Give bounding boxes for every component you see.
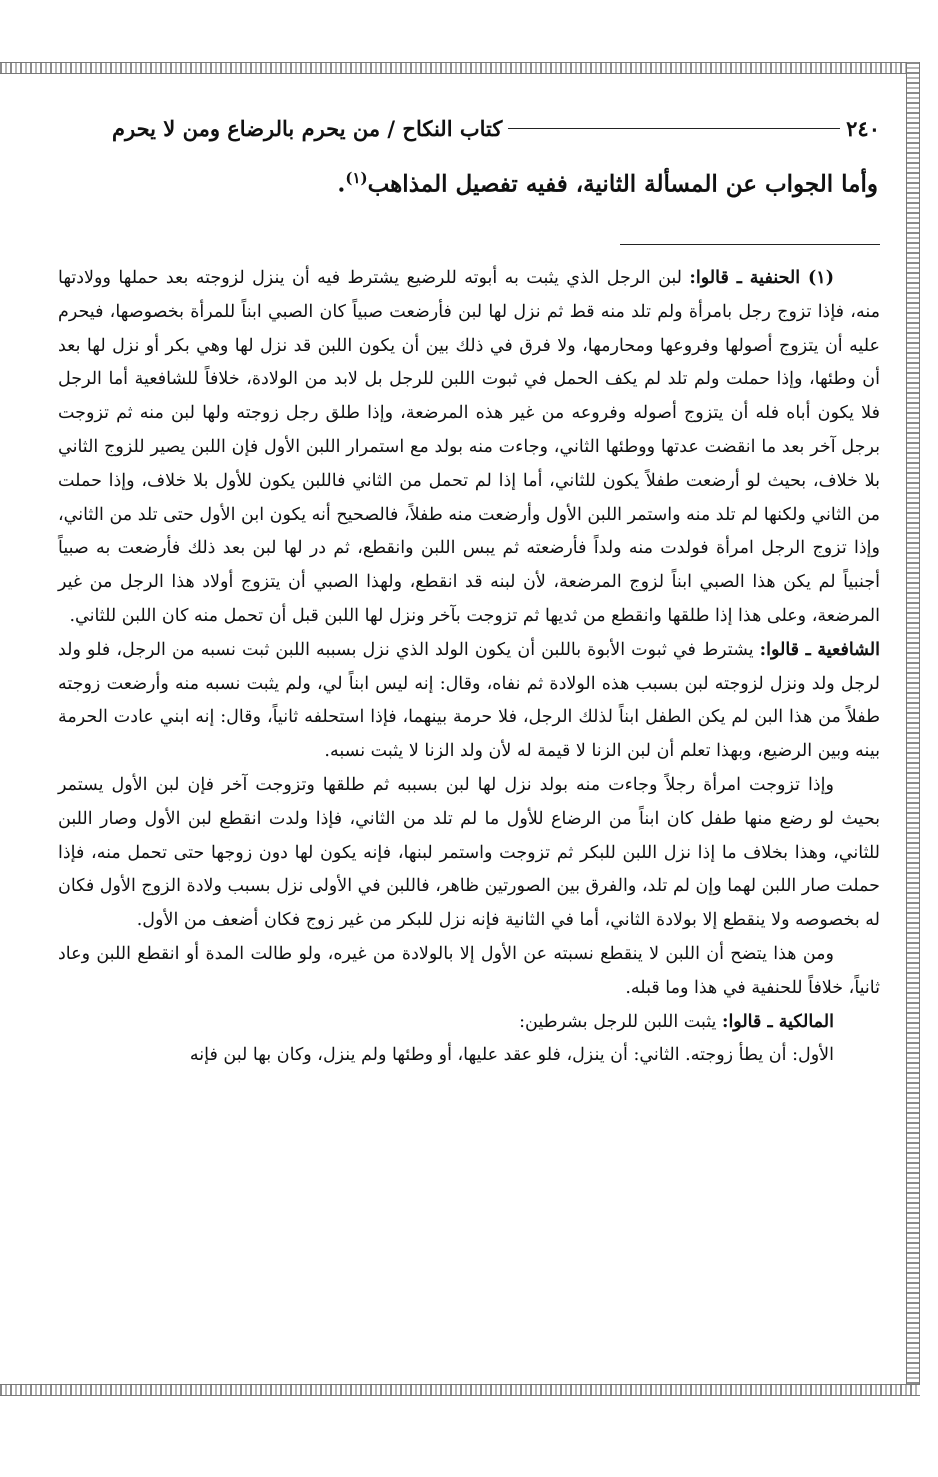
main-paragraph — [150, 156, 878, 207]
footnote-text: وإذا تزوجت امرأة رجلاً وجاءت منه بولد نزل لها لبن بسببه ثم طلقها وتزوجت آخر فإن لبن الأول يستمر بحيث لو رضع منها طفل كان ابناً من الرضاع للأول ما لم تلد من الثاني، فإذا ولدت انقطع لبن الأول وصار اللبن للثاني، وهذا بخلاف ما إذا نزل اللبن للبكر ثم تزوجت واستمر لبنها، فإنه يكون لها دون زوجها حتى تحمل منه، فإذا حملت صار اللبن لهما وإن لم تلد، والفرق بين الصورتين ظاهر، فاللبن في الأولى نزل بسبب ولادة الزوج الأول فكان له بخصوصه ولا ينقطع إلا بولادة الثاني، أما في الثانية فإنه نزل للبكر من غير زوج فكان أضعف من الأول. — [58, 774, 880, 931]
header-title: كتاب النكاح / من يحرم بالرضاع ومن لا يحرم — [112, 115, 503, 141]
footnote-text: يثبت اللبن للرجل بشرطين: — [519, 1011, 722, 1032]
footnote-paragraph — [58, 1039, 880, 1073]
footnote-label: الشافعية ـ قالوا: — [759, 639, 880, 660]
footnotes-section — [58, 262, 880, 1073]
header-rule — [508, 128, 840, 129]
running-header — [112, 110, 880, 146]
footnote-paragraph — [58, 1006, 880, 1040]
footnote-text: يشترط في ثبوت الأبوة باللبن أن يكون الولد الذي نزل بسببه اللبن ثبت نسبه من الرجل، فلو ولد لرجل ولد ونزل لزوجته لبن بسبب هذه الولادة ثم نفاه، وقال: إنه ليس ابناً لي، ولم يثبت نسبه منه وأرضعت زوجته طفلاً من هذا البن لم يكن الطفل ابناً لذلك الرجل، فلا حرمة بينهما، فإذا استحلفه ثانياً، وقال: إنه ابني عادت الحرمة بينه وبين الرضيع، وبهذا تعلم أن لبن الزنا لا قيمة له لأن ولد الزنا لا يثبت نسبه. — [58, 639, 880, 762]
footnote-reference: (١) — [345, 169, 368, 187]
footnote-paragraph — [58, 262, 880, 634]
footnote-paragraph — [58, 769, 880, 938]
footnote-text: الأول: أن يطأ زوجته. الثاني: أن ينزل، فلو عقد عليها، أو وطئها ولم ينزل، وكان بها لبن فإنه — [189, 1045, 834, 1066]
main-end: . — [337, 170, 346, 198]
footnote-paragraph — [58, 938, 880, 1006]
ornamental-border-bottom — [0, 1384, 920, 1396]
ornamental-border-top — [0, 62, 920, 74]
ornamental-border-right — [906, 62, 920, 1392]
footnote-text: لبن الرجل الذي يثبت به أبوته للرضيع يشترط فيه أن ينزل لزوجته بعد حملها وولادتها منه، فإذا تزوج رجل بامرأة ولم تلد منه قط ثم نزل لها لبن فأرضعت صبياً كان الصبي ابناً للمرأة بخصوصها، فيحرم عليه أن يتزوج أصولها وفروعها ومحارمها، ولا فرق في ذلك بين أن يكون اللبن قد نزل لها وهي بكر أو نزل لها بعد أن وطئها، وإذا حملت ولم تلد لم يكف الحمل في ثبوت اللبن للرجل بل لابد من الولادة، خلافاً للشافعية أما الرجل فلا يكون أباه فله أن يتزوج أصوله وفروعه من غير هذه المرضعة، وإذا طلق رجل زوجته ولها لبن منه ثم تزوجت برجل آخر بعد ما انقضت عدتها ووطئها الثاني، وجاءت منه بولد مع استمرار اللبن الأول فإن اللبن يصير للزوج الثاني بلا خلاف، بحيث لو أرضعت طفلاً يكون للثاني، أما إذا لم تحمل من الثاني فاللبن يكون للأول بلا خلاف، وإذا حملت من الثاني ولكنها لم تلد منه واستمر اللبن الأول وأرضعت منه طفلاً، فالصحيح أنه يكون ابن الأول حتى تلد من الثاني، وإذا تزوج الرجل امرأة فولدت منه ولداً فأرضعته ثم يبس اللبن وانقطع، ثم در لها لبن بعد ذلك فأرضعت به صبياً أجنبياً لم يكن هذا الصبي ابناً لزوج المرضعة، لأن لبنه قد انقطع، ولهذا الصبي أن يتزوج أولاد هذا الرجل من غير المرضعة، وعلى هذا إذا طلقها وانقطع من ثديها ثم تزوجت بآخر ونزل لها اللبن قبل أن تحمل منه كان اللبن للثاني. — [58, 268, 880, 626]
footnote-text: ومن هذا يتضح أن اللبن لا ينقطع نسبته عن الأول إلا بالولادة من غيره، ولو طالت المدة أو انقطع اللبن وعاد ثانياً، خلافاً للحنفية في هذا وما قبله. — [58, 943, 880, 998]
footnote-paragraph — [58, 634, 880, 769]
main-text: وأما الجواب عن المسألة الثانية، ففيه تفصيل المذاهب — [367, 170, 878, 198]
footnote-label: (١) الحنفية ـ قالوا: — [689, 268, 834, 288]
footnote-separator — [620, 244, 880, 245]
footnote-label: المالكية ـ قالوا: — [721, 1011, 834, 1032]
page-number: ٢٤٠ — [846, 115, 880, 141]
